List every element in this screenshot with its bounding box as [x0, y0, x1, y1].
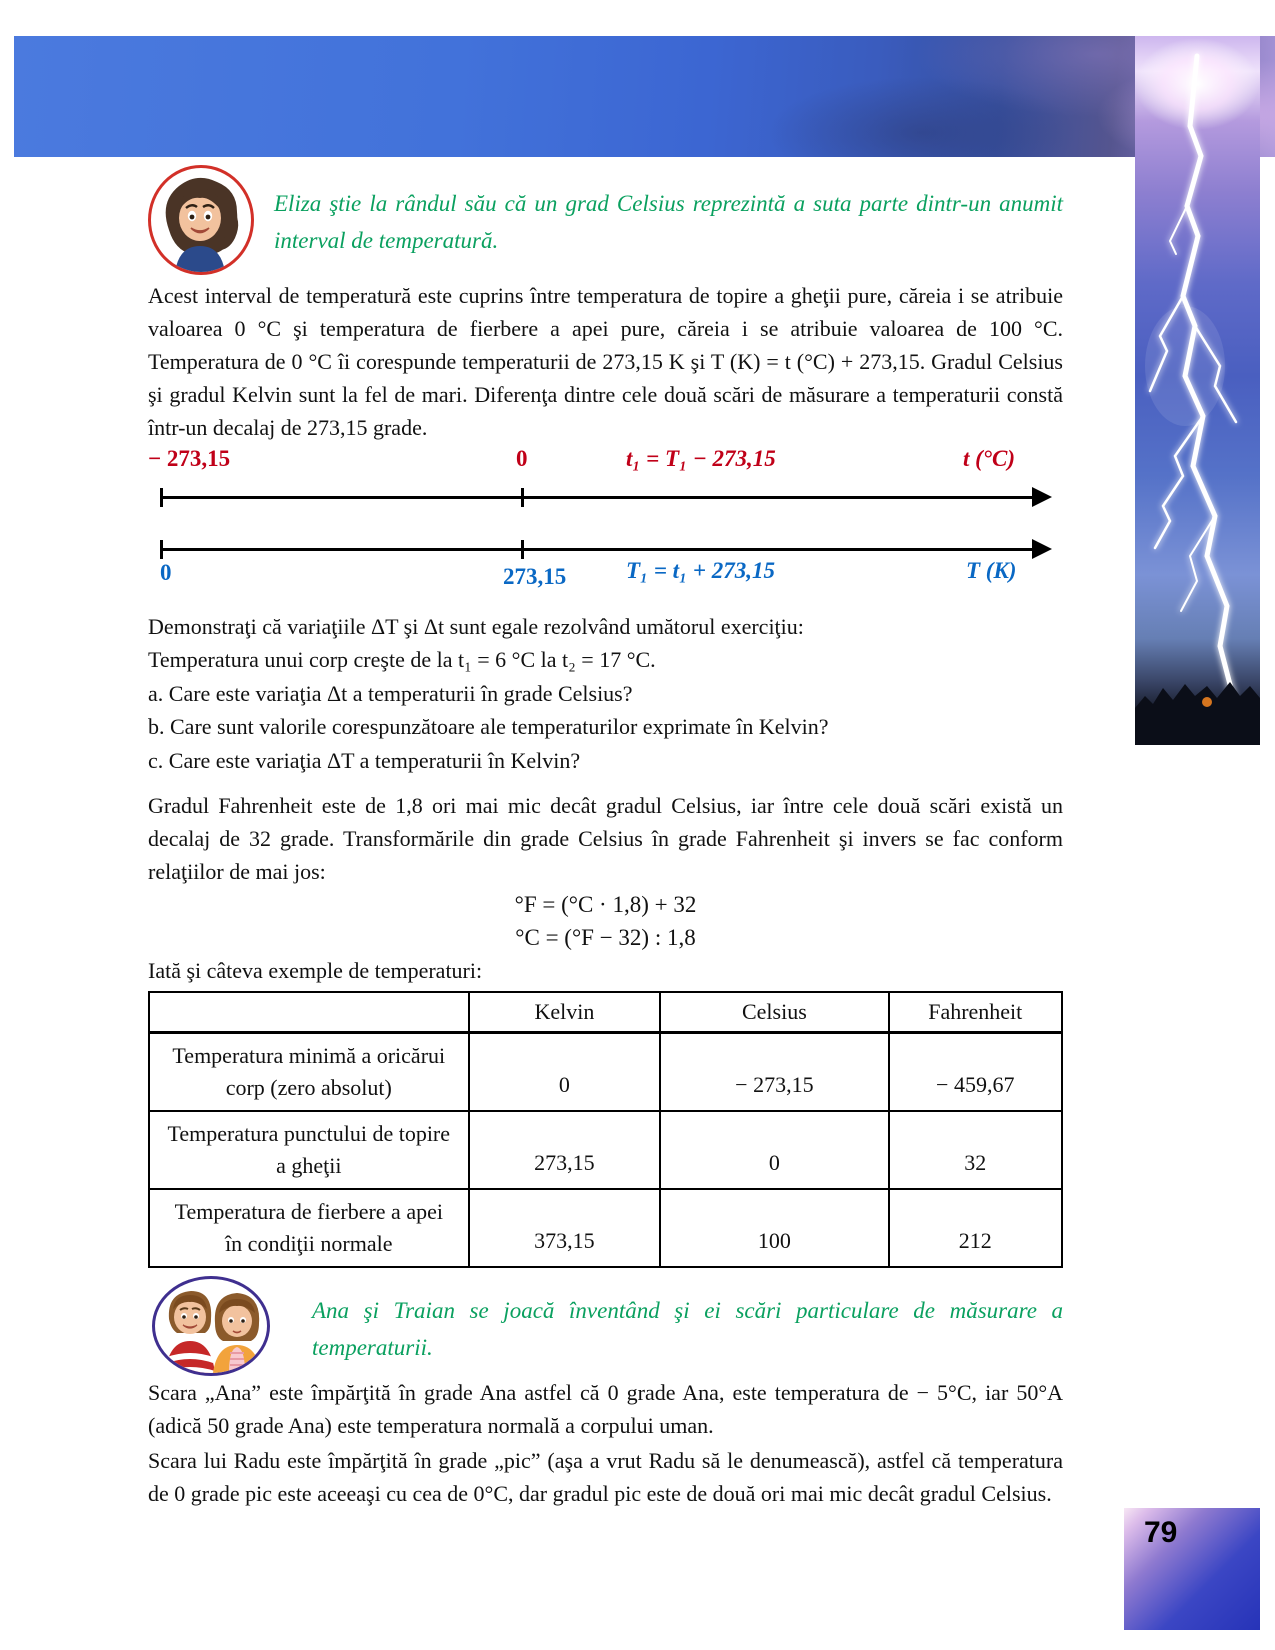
- paragraph-ana-scale: Scara „Ana” este împărţită în grade Ana astfel că 0 grade Ana, este temperatura de − 5°C, iar 50°A (adică 50 grade Ana) este temperatura normală a corpului uman.: [148, 1380, 1063, 1439]
- row-kelvin: 0: [469, 1033, 661, 1112]
- formula-c-from-f: °C = (°F − 32) : 1,8: [515, 925, 696, 951]
- conversion-formulas: [148, 888, 1063, 954]
- row-fahrenheit: 32: [889, 1111, 1062, 1189]
- row-celsius: 100: [660, 1189, 888, 1267]
- table-row: [149, 1033, 1062, 1112]
- row-label: Temperatura de fierbere a apei în condiţii normale: [149, 1189, 469, 1267]
- kelvin-mid-label: 273,15: [503, 564, 567, 589]
- formula-f-from-c: °F = (°C · 1,8) + 32: [514, 892, 697, 918]
- kelvin-axis-label: T (K): [966, 558, 1017, 583]
- kelvin-zero-label: 0: [160, 560, 172, 585]
- exercise-given: Temperatura unui corp creşte de la t₁ = 6 °C la t₂ = 17 °C.: [148, 647, 656, 673]
- page-number-badge: [1124, 1508, 1260, 1630]
- eliza-avatar: [148, 165, 254, 275]
- table-row: [149, 1111, 1062, 1189]
- exercise-item-b: b. Care sunt valorile corespunzătoare ale temperaturilor exprimate în Kelvin?: [148, 714, 829, 740]
- treeline-silhouette: [1135, 682, 1260, 745]
- row-kelvin: 273,15: [469, 1111, 661, 1189]
- header-celsius: Celsius: [660, 992, 888, 1033]
- row-celsius: 0: [660, 1111, 888, 1189]
- row-label: Temperatura punctului de topire a gheţii: [149, 1111, 469, 1189]
- girl-avatar-icon: [151, 168, 251, 272]
- kelvin-axis-line: [160, 548, 1036, 551]
- header-banner: [14, 36, 1275, 157]
- table-row: [149, 1189, 1062, 1267]
- storm-photo: [1135, 36, 1260, 745]
- celsius-min-label: − 273,15: [148, 446, 231, 471]
- ana-traian-section: [148, 1276, 1063, 1376]
- row-celsius: − 273,15: [660, 1033, 888, 1112]
- header-empty: [149, 992, 469, 1033]
- arrow-right-icon: [1032, 487, 1052, 507]
- row-kelvin: 373,15: [469, 1189, 661, 1267]
- exercise-item-a: a. Care este variaţia Δt a temperaturii în grade Celsius?: [148, 680, 633, 706]
- kelvin-formula: T₁ = t₁ + 273,15: [626, 558, 775, 583]
- temperature-scales-diagram: [148, 446, 1063, 598]
- celsius-axis-line: [160, 496, 1036, 499]
- eliza-section: [148, 165, 1063, 275]
- celsius-zero-label: 0: [516, 446, 528, 471]
- examples-intro: Iată şi câteva exemple de temperaturi:: [148, 958, 483, 984]
- eliza-quote: Eliza ştie la rândul său că un grad Celsius reprezintă a suta parte dintr-un anumit interval de temperatură.: [274, 191, 1063, 253]
- paragraph-fahrenheit: Gradul Fahrenheit este de 1,8 ori mai mic decât gradul Celsius, iar între cele două scări există un decalaj de 32 grade. Transformările din grade Celsius în grade Fahrenheit şi invers se fac conform relaţiilor de mai jos:: [148, 793, 1063, 885]
- row-fahrenheit: − 459,67: [889, 1033, 1062, 1112]
- main-content: [148, 165, 1063, 1510]
- paragraph-radu-scale: Scara lui Radu este împărţită în grade „pic” (aşa a vrut Radu să le denumească), astfel că temperatura de 0 grade pic este aceeaşi cu cea de 0°C, dar gradul pic este de două ori mai mic decât gradul Celsius.: [148, 1448, 1063, 1507]
- exercise-item-c: c. Care este variaţia ΔT a temperaturii în Kelvin?: [148, 747, 581, 773]
- lightning-icon: [1135, 36, 1260, 745]
- arrow-right-icon: [1032, 539, 1052, 559]
- axis-tick: [160, 540, 163, 559]
- temperature-table: [148, 991, 1063, 1268]
- row-fahrenheit: 212: [889, 1189, 1062, 1267]
- table-header-row: [149, 992, 1062, 1033]
- exercise-block: [148, 610, 1063, 777]
- exercise-intro: Demonstraţi că variaţiile ΔT şi Δt sunt egale rezolvând umătorul exerciţiu:: [148, 614, 804, 639]
- axis-tick: [521, 540, 524, 559]
- ana-traian-quote: Ana şi Traian se joacă înventând şi ei scări particulare de măsurare a temperaturii.: [312, 1298, 1063, 1361]
- kids-avatar-icon: [155, 1279, 267, 1373]
- paragraph-interval: Acest interval de temperatură este cuprins între temperatura de topire a gheţii pure, căreia i se atribuie valoarea 0 °C şi temperatura de fierbere a apei pure, căreia i se atribuie valoarea de 100 °C. Temperatura de 0 °C îi corespunde temperaturii de 273,15 K şi T (K) = t (°C) + 273,15. Gradul Celsius şi gradul Kelvin sunt la fel de mari. Diferenţa dintre cele două scări de măsurare a temperaturii constă într-un decalaj de 273,15 grade.: [148, 283, 1063, 440]
- header-kelvin: Kelvin: [469, 992, 661, 1033]
- axis-tick: [160, 488, 163, 507]
- celsius-formula: t₁ = T₁ − 273,15: [626, 446, 776, 471]
- page-number: 79: [1144, 1516, 1178, 1549]
- header-fahrenheit: Fahrenheit: [889, 992, 1062, 1033]
- ana-traian-avatar: [152, 1276, 270, 1376]
- axis-tick: [521, 488, 524, 507]
- row-label: Temperatura minimă a oricărui corp (zero absolut): [149, 1033, 469, 1112]
- celsius-axis-label: t (°C): [963, 446, 1015, 471]
